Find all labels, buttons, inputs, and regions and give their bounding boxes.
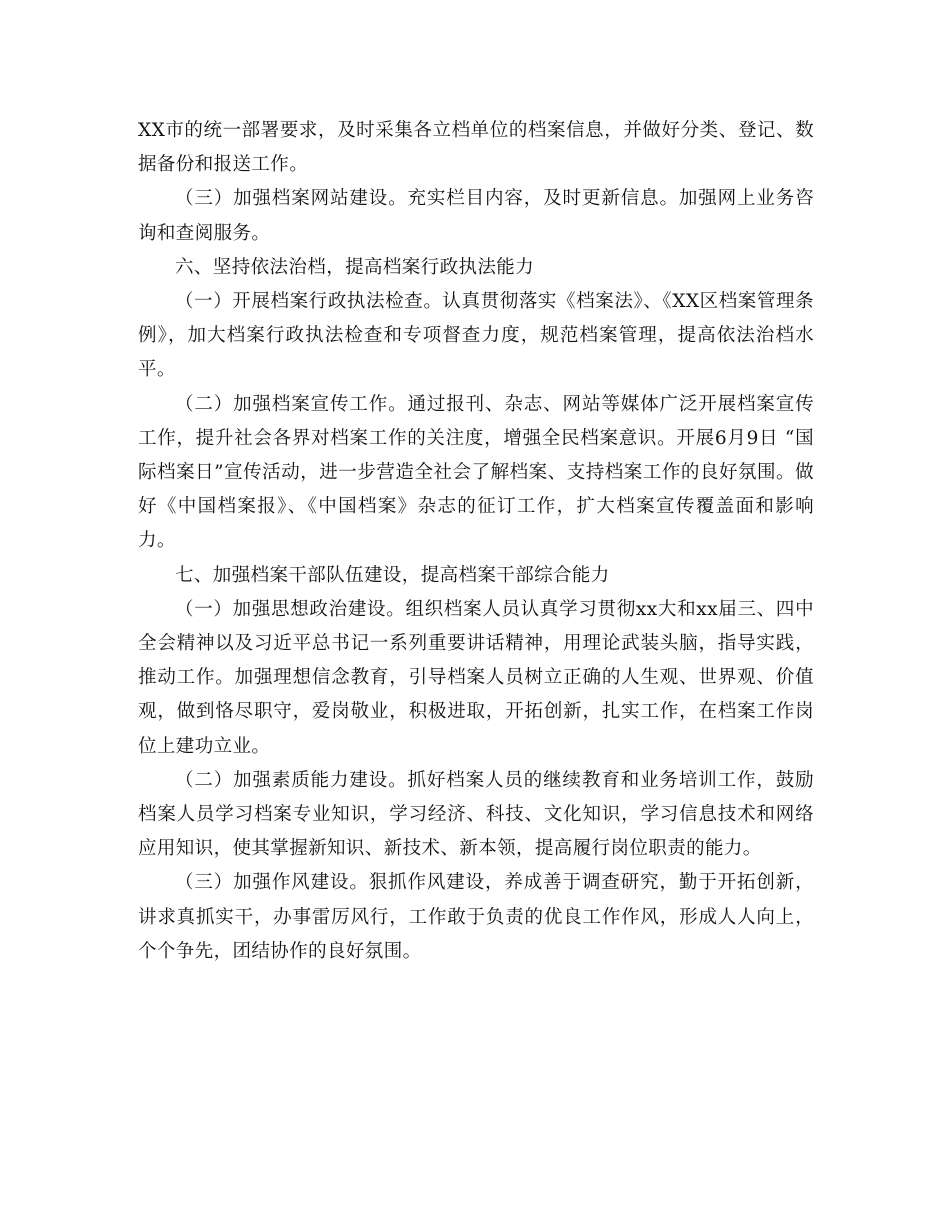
paragraph-continuation: XX市的统一部署要求，及时采集各立档单位的档案信息，并做好分类、登记、数据备份和报送工作。	[138, 120, 814, 176]
section-heading-seven: 七、加强档案干部队伍建设，提高档案干部综合能力	[175, 564, 610, 586]
document-body	[138, 114, 814, 969]
paragraph-political-construction: （一）加强思想政治建设。组织档案人员认真学习贯彻xx大和xx届三、四中全会精神以及习近平总书记一系列重要讲话精神，用理论武装头脑，指导实践，推动工作。加强理想信念教育，引导档案人员树立正确的人生观、世界观、价值观，做到恪尽职守，爱岗敬业，积极进取，开拓创新，扎实工作，在档案工作岗位上建功立业。	[138, 598, 814, 757]
paragraph-publicity-work: （二）加强档案宣传工作。通过报刊、杂志、网站等媒体广泛开展档案宣传工作，提升社会各界对档案工作的关注度，增强全民档案意识。开展6月9日 “国际档案日”宣传活动，进一步营造全社会了解档案、支持档案工作的良好氛围。做好《中国档案报》、《中国档案》杂志的征订工作，扩大档案宣传覆盖面和影响力。	[138, 393, 814, 552]
paragraph-capability-construction: （二）加强素质能力建设。抓好档案人员的继续教育和业务培训工作，鼓励档案人员学习档案专业知识，学习经济、科技、文化知识，学习信息技术和网络应用知识，使其掌握新知识、新技术、新本领，提高履行岗位职责的能力。	[138, 769, 814, 860]
paragraph-work-style-construction: （三）加强作风建设。狠抓作风建设，养成善于调查研究，勤于开拓创新，讲求真抓实干，办事雷厉风行，工作敢于负责的优良工作作风，形成人人向上，个个争先，团结协作的良好氛围。	[138, 872, 814, 962]
paragraph-law-enforcement-inspection: （一）开展档案行政执法检查。认真贯彻落实《档案法》、《XX区档案管理条例》，加大档案行政执法检查和专项督查力度，规范档案管理，提高依法治档水平。	[138, 291, 814, 381]
section-heading-six: 六、坚持依法治档，提高档案行政执法能力	[175, 256, 535, 278]
paragraph-website-construction: （三）加强档案网站建设。充实栏目内容，及时更新信息。加强网上业务咨询和查阅服务。	[138, 188, 814, 244]
